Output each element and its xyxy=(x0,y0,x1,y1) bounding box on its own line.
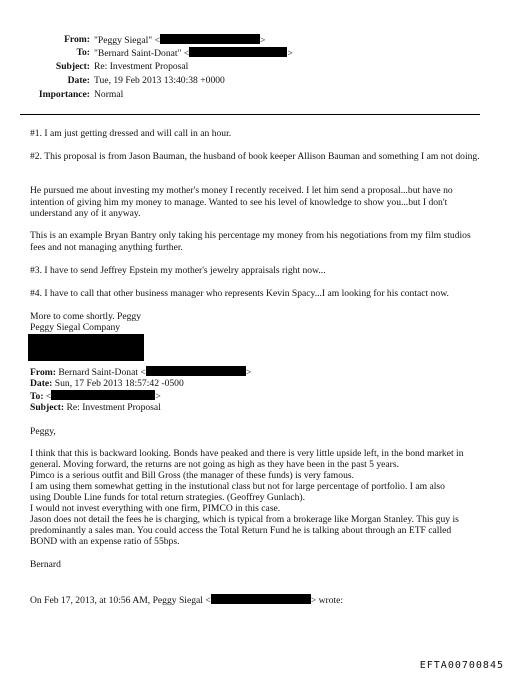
signature-line-2: Peggy Siegal Company xyxy=(30,322,121,333)
quoted-to-text: < xyxy=(45,391,52,402)
body-paragraph-6: #4. I have to call that other business manager who represents Kevin Spacy...I am looking for his contact now. xyxy=(30,288,449,299)
header-to-close: > xyxy=(287,48,293,59)
body-paragraph-4: This is an example Bryan Bantry only taking his percentage my money from his negotiations from my film studios fees and not managing anything further. xyxy=(30,230,471,253)
quoted-body-line: BOND with an expense ratio of 55bps. xyxy=(30,536,180,547)
quoted-subject-row xyxy=(30,402,161,414)
header-to-text: "Bernard Saint-Donat" < xyxy=(94,48,190,59)
quoted-date-label: Date: xyxy=(30,378,53,389)
header-to-value xyxy=(94,47,293,60)
signature-redaction-block xyxy=(28,334,144,361)
body-paragraph-3: He pursued me about investing my mother's money I recently received. I let him send a proposal...but have no intention of giving him my money to manage. Wanted to see his level of knowledge to show you...but I don't understand any of it anyway. xyxy=(30,185,453,220)
quoted-wrote-prefix: On Feb 17, 2013, at 10:56 AM, Peggy Siegal < xyxy=(30,595,211,606)
quoted-to-label: To: xyxy=(30,391,44,402)
header-subject-label: Subject: xyxy=(55,61,90,72)
quoted-wrote-line xyxy=(30,594,343,607)
body-paragraph-5: #3. I have to send Jeffrey Epstein my mother's jewelry appraisals right now... xyxy=(30,265,326,276)
quoted-body-line: I would not invest everything with one firm, PIMCO in this case. xyxy=(30,503,281,514)
quoted-date-value: Sun, 17 Feb 2013 18:57:42 -0500 xyxy=(54,378,184,389)
redaction-block xyxy=(211,594,311,604)
header-from-text: "Peggy Siegal" < xyxy=(94,35,161,46)
quoted-signoff: Bernard xyxy=(30,559,61,570)
redaction-block xyxy=(189,47,287,57)
document-id: EFTA00700845 xyxy=(419,660,504,671)
quoted-from-label: From: xyxy=(30,367,56,378)
quoted-subject-value: Re: Investment Proposal xyxy=(66,402,161,413)
quoted-body-line: I am using them somewhat getting in the instutional class but not for large percentage of portfolio. I am also xyxy=(30,481,445,492)
quoted-date-row xyxy=(30,378,184,390)
header-from-label: From: xyxy=(64,34,90,45)
header-divider xyxy=(20,114,480,115)
signature-line-1: More to come shortly. Peggy xyxy=(30,311,142,322)
header-importance-label: Importance: xyxy=(38,89,90,100)
quoted-body-line: Jason does not detail the fees he is charging, which is typical from a brokerage like Morgan Stanley. This guy is xyxy=(30,514,459,525)
quoted-from-text: Bernard Saint-Donat < xyxy=(58,367,146,378)
quoted-from-close: > xyxy=(245,367,252,378)
quoted-body-line: predominantly a sales man. You could access the Total Return Fund he is talking about through an ETF called xyxy=(30,525,452,536)
quoted-to-close: > xyxy=(155,391,161,402)
quoted-greeting: Peggy, xyxy=(30,426,56,437)
quoted-subject-label: Subject: xyxy=(30,402,65,413)
header-to-label: To: xyxy=(76,47,90,58)
header-date-label: Date: xyxy=(67,75,90,86)
quoted-from-row xyxy=(30,366,251,379)
quoted-wrote-suffix: > wrote: xyxy=(310,595,344,606)
quoted-body-line: Pimco is a serious outfit and Bill Gross (the manager of these funds) is very famous. xyxy=(30,470,354,481)
header-from-close: > xyxy=(260,35,266,46)
quoted-to-row xyxy=(30,390,161,403)
redaction-block xyxy=(146,366,246,376)
quoted-body-line: I think that this is backward looking. Bonds have peaked and there is very little upside left, in the bond market in xyxy=(30,448,464,459)
quoted-body-line: using Double Line funds for total return strategies. (Geoffrey Gunlach). xyxy=(30,492,306,503)
header-subject-value: Re: Investment Proposal xyxy=(94,61,189,72)
body-paragraph-2: #2. This proposal is from Jason Bauman, the husband of book keeper Allison Bauman and something I am not doing. xyxy=(30,151,480,162)
body-paragraph-1: #1. I am just getting dressed and will call in an hour. xyxy=(30,128,232,139)
header-date-value: Tue, 19 Feb 2013 13:40:38 +0000 xyxy=(94,75,225,86)
header-importance-value: Normal xyxy=(94,89,124,100)
redaction-block xyxy=(51,390,155,400)
header-from-value xyxy=(94,34,265,47)
quoted-body-line: general. Moving forward, the returns are not going as high as they have been in the past 5 years. xyxy=(30,459,399,470)
redaction-block xyxy=(160,34,260,44)
